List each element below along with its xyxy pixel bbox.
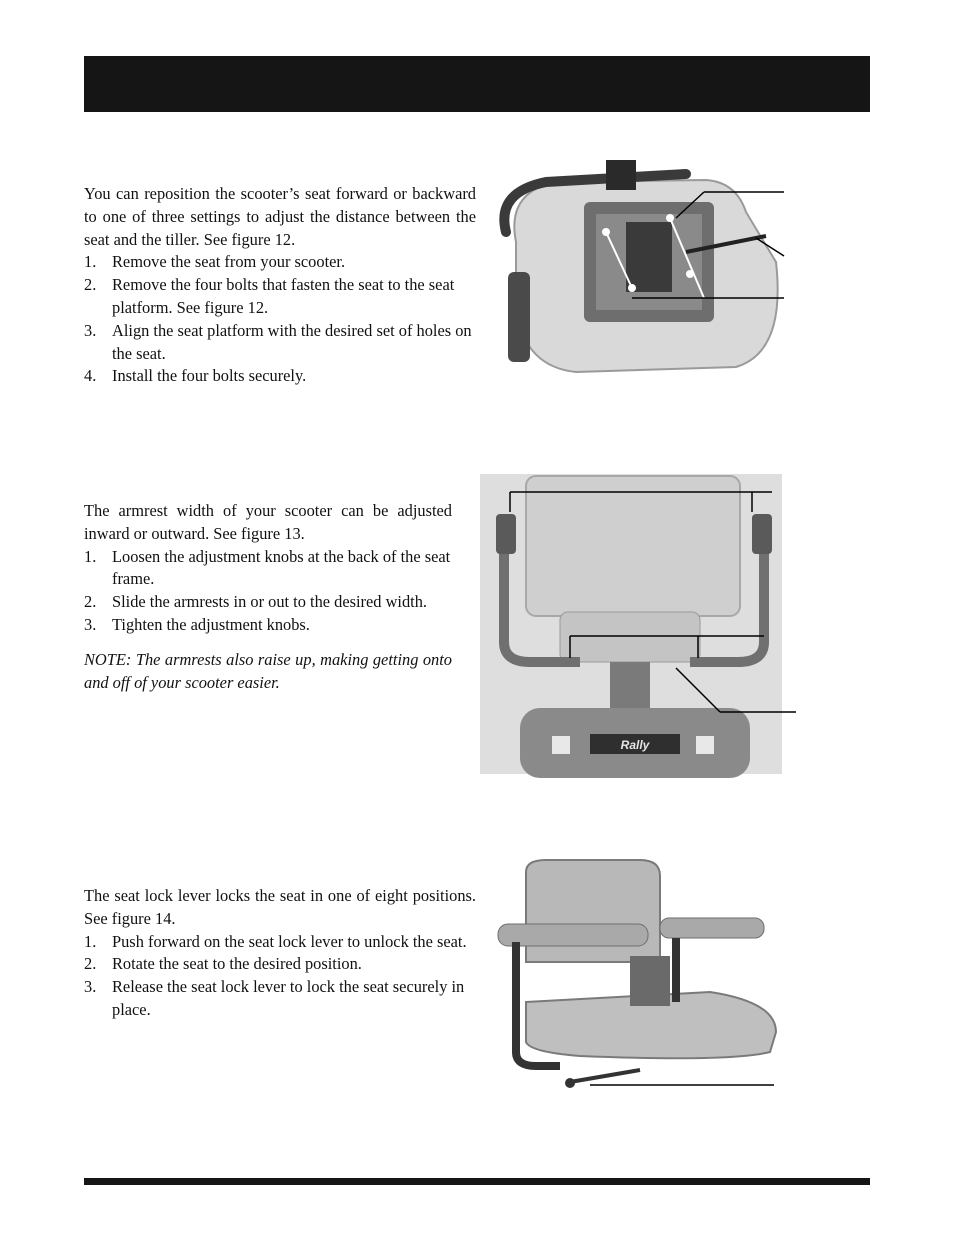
seat-rotation-steps	[84, 931, 476, 1022]
figure-14-seat-lock-lever	[490, 852, 790, 1102]
list-item: 3. Release the seat lock lever to lock the seat securely in place.	[84, 977, 465, 1019]
list-item: 1. Remove the seat from your scooter.	[84, 252, 346, 272]
list-item: 2. Rotate the seat to the desired position.	[84, 954, 362, 974]
armrest-width-section	[84, 500, 452, 694]
list-item: 3. Tighten the adjustment knobs.	[84, 614, 310, 634]
seat-illustration	[490, 852, 790, 1102]
seat-underside-illustration	[486, 152, 806, 378]
header-bar	[84, 56, 870, 112]
seat-position-steps	[84, 251, 476, 388]
list-item: 2. Remove the four bolts that fasten the seat to the seat platform. See figure 12.	[84, 275, 455, 317]
list-item: 1. Push forward on the seat lock lever to unlock the seat.	[84, 931, 467, 951]
armrest-illustration	[480, 472, 800, 778]
seat-position-intro: You can reposition the scooter’s seat forward or backward to one of three settings to adjust the distance between the seat and the tiller. See figure 12.	[84, 184, 476, 249]
seat-rotation-section	[84, 885, 476, 1022]
figure-13-armrest-width	[480, 472, 800, 778]
rally-logo-text: Rally	[620, 738, 650, 752]
list-item: 1. Loosen the adjustment knobs at the back of the seat frame.	[84, 546, 451, 589]
armrest-width-intro: The armrest width of your scooter can be adjusted inward or outward. See figure 13.	[84, 501, 452, 543]
seat-rotation-intro: The seat lock lever locks the seat in one of eight positions. See figure 14.	[84, 886, 476, 928]
seat-position-section	[84, 183, 476, 388]
list-item: 4. Install the four bolts securely.	[84, 366, 307, 386]
list-item: 2. Slide the armrests in or out to the desired width.	[84, 592, 428, 612]
armrest-width-steps	[84, 546, 452, 637]
list-item: 3. Align the seat platform with the desired set of holes on the seat.	[84, 320, 472, 363]
armrest-note: NOTE: The armrests also raise up, making getting onto and off of your scooter easier.	[84, 649, 452, 692]
footer-rule	[84, 1178, 870, 1185]
figure-12-seat-underside	[486, 152, 806, 378]
